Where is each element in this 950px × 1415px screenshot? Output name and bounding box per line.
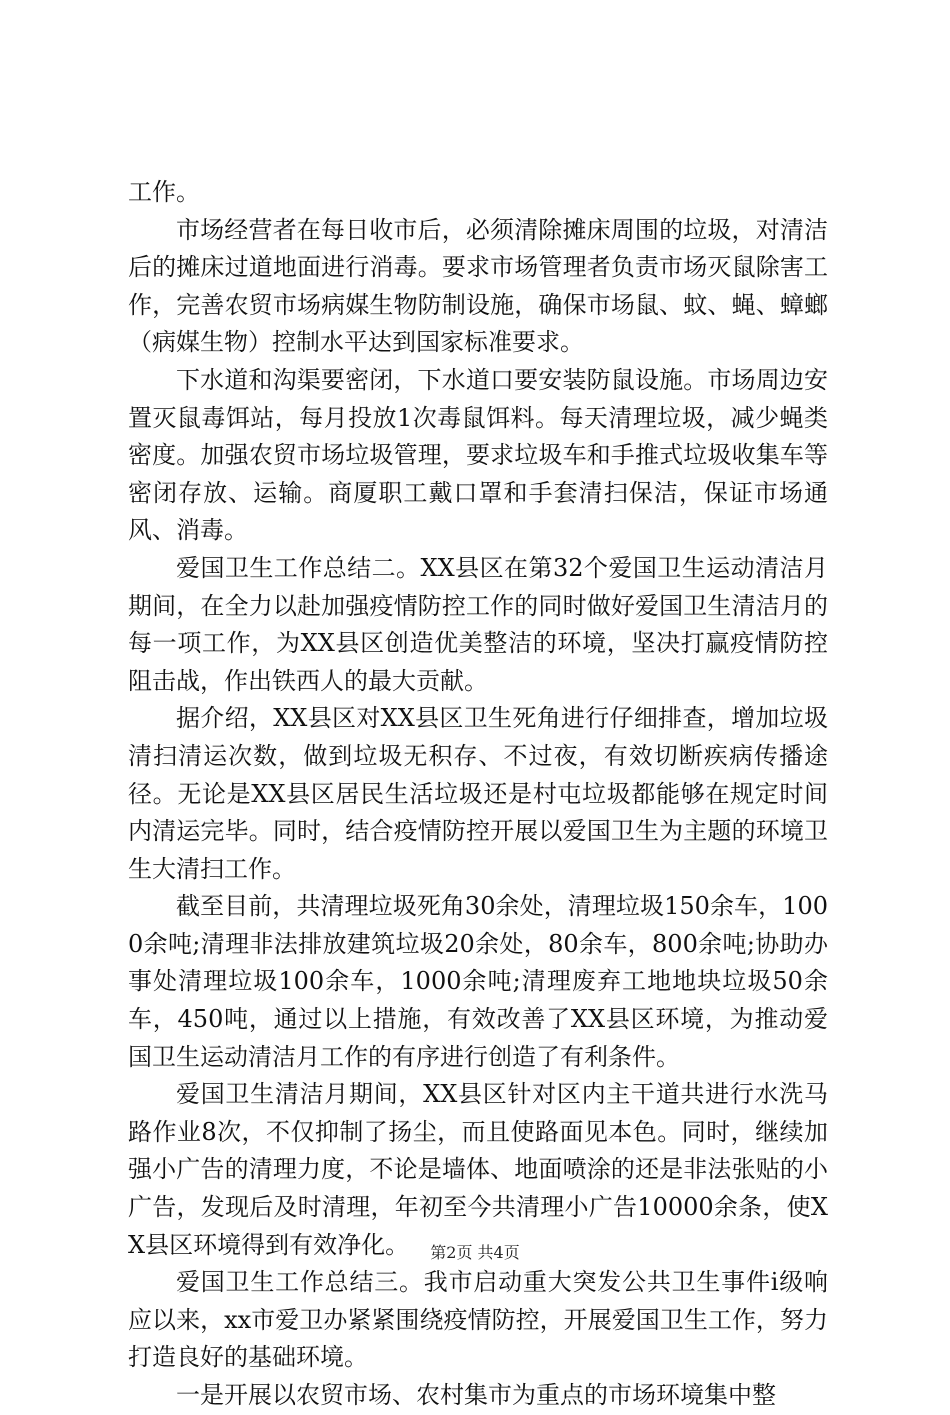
paragraph-cleaning-month: 爱国卫生清洁月期间，XX县区针对区内主干道共进行水洗马路作业8次，不仅抑制了扬尘，而且使路面见本色。同时，继续加强小广告的清理力度，不论是墙体、地面喷涂的还是非法张贴的小广告，发现后及时清理，年初至今共清理小广告10000余条，使XX县区环境得到有效净化。 xyxy=(128,1080,828,1259)
paragraph-first-measure: 一是开展以农贸市场、农村集市为重点的市场环境集中整 xyxy=(176,1381,776,1409)
page-footer: 第2页 共4页 xyxy=(430,1243,520,1262)
paragraph-statistics: 截至目前，共清理垃圾死角30余处，清理垃圾150余车，1000余吨;清理非法排放建筑垃圾20余处，80余车，800余吨;协助办事处清理垃圾100余车，1000余吨;清理废弃工地地块垃圾50余车，450吨，通过以上措施，有效改善了XX县区环境，为推动爱国卫生运动清洁月工作的有序进行创造了有利条件。 xyxy=(128,892,828,1071)
paragraph-summary-two: 爱国卫生工作总结二。XX县区在第32个爱国卫生运动清洁月期间，在全力以赴加强疫情防控工作的同时做好爱国卫生清洁月的每一项工作，为XX县区创造优美整洁的环境，坚决打赢疫情防控阻击战，作出铁西人的最大贡献。 xyxy=(128,553,828,695)
paragraph-sewer-rodent: 下水道和沟渠要密闭，下水道口要安装防鼠设施。市场周边安置灭鼠毒饵站，每月投放1次毒鼠饵料。每天清理垃圾，减少蝇类密度。加强农贸市场垃圾管理，要求垃圾车和手推式垃圾收集车等密闭存放、运输。商厦职工戴口罩和手套清扫保洁，保证市场通风、消毒。 xyxy=(128,365,828,545)
document-body xyxy=(128,174,828,1415)
paragraph-inspection: 据介绍，XX县区对XX县区卫生死角进行仔细排查，增加垃圾清扫清运次数，做到垃圾无积存、不过夜，有效切断疾病传播途径。无论是XX县区居民生活垃圾还是村屯垃圾都能够在规定时间内清运完毕。同时，结合疫情防控开展以爱国卫生为主题的环境卫生大清扫工作。 xyxy=(128,704,828,883)
paragraph-continuation: 工作。 xyxy=(128,178,200,206)
paragraph-market-cleaning: 市场经营者在每日收市后，必须清除摊床周围的垃圾，对清洁后的摊床过道地面进行消毒。要求市场管理者负责市场灭鼠除害工作，完善农贸市场病媒生物防制设施，确保市场鼠、蚊、蝇、蟑螂（病媒生物）控制水平达到国家标准要求。 xyxy=(128,215,828,357)
paragraph-summary-three: 爱国卫生工作总结三。我市启动重大突发公共卫生事件i级响应以来，xx市爱卫办紧紧围绕疫情防控，开展爱国卫生工作，努力打造良好的基础环境。 xyxy=(128,1268,828,1372)
